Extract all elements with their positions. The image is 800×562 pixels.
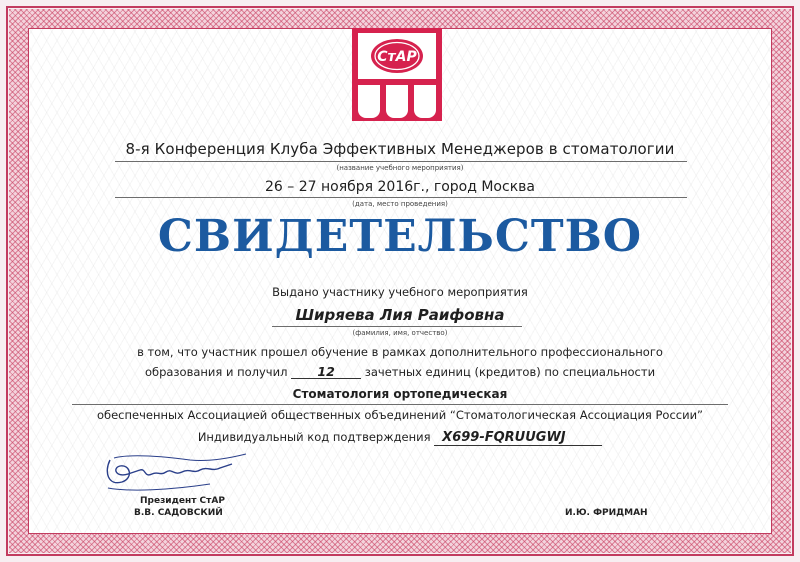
participant-name: Ширяева Лия Раифовна (295, 306, 505, 324)
specialty: Стоматология ортопедическая (292, 387, 508, 401)
confirmation-code: X699-FQRUUGWJ (434, 431, 602, 446)
body-line-1: в том, что участник прошел обучение в рамках дополнительного профессионального (137, 345, 663, 359)
president-name: В.В. САДОВСКИЙ (134, 508, 223, 518)
president-signature (100, 452, 250, 494)
participant-name-underline (272, 326, 522, 327)
president-title: Президент СтАР (140, 496, 225, 506)
event-title: 8-я Конференция Клуба Эффективных Менеджеров в стоматологии (125, 140, 675, 158)
confirmation-code-row (0, 430, 800, 446)
credits-value: 12 (291, 365, 361, 379)
event-title-caption: (название учебного мероприятия) (336, 164, 464, 172)
logo-text: СтАР (377, 49, 417, 65)
second-signatory-name: И.Ю. ФРИДМАН (565, 508, 648, 518)
body-line-2-suffix: зачетных единиц (кредитов) по специальности (364, 365, 656, 379)
date-location: 26 – 27 ноября 2016г., город Москва (265, 179, 535, 195)
date-location-underline (115, 197, 687, 198)
star-association-logo (352, 28, 442, 121)
specialty-underline (72, 404, 728, 405)
confirmation-code-label: Индивидуальный код подтверждения (197, 430, 431, 444)
assurance-text: обеспеченных Ассоциацией общественных объединений “Стоматологическая Ассоциация России” (96, 408, 704, 422)
body-line-2-prefix: образования и получил (144, 365, 288, 379)
certificate-heading: СВИДЕТЕЛЬСТВО (157, 211, 643, 262)
participant-name-caption: (фамилия, имя, отчество) (352, 329, 448, 337)
date-location-caption: (дата, место проведения) (352, 200, 448, 208)
event-title-underline (115, 161, 687, 162)
body-line-2 (0, 365, 800, 379)
issued-to-text: Выдано участнику учебного мероприятия (272, 285, 528, 299)
